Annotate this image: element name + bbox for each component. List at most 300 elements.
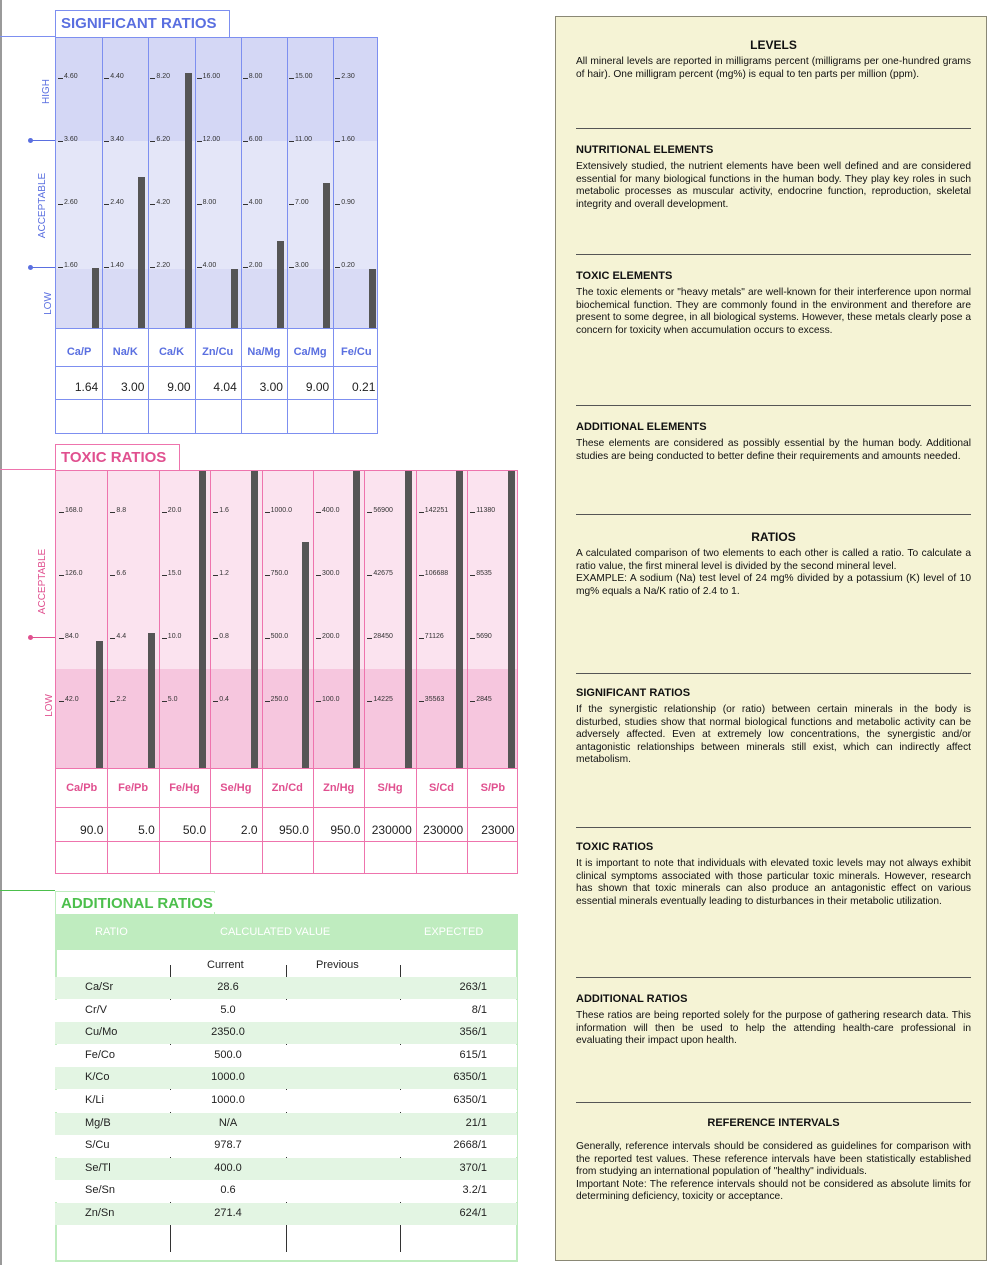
separator	[576, 514, 971, 515]
tick-label: 400.0	[322, 507, 340, 514]
ratio-cell: Ca/Sr	[85, 981, 114, 993]
tick-mark	[289, 141, 294, 142]
acceptable-upper-dot	[28, 138, 33, 143]
tick-label: 71126	[424, 633, 444, 640]
toxic-ratio-value: 23000	[481, 823, 515, 837]
table-row	[55, 1090, 517, 1112]
toxic-ratios-heading: TOXIC RATIOS	[576, 841, 654, 853]
ratio-value: 3.00	[121, 380, 145, 394]
current-cell: N/A	[218, 1116, 238, 1129]
toxic-acceptable-dot	[28, 635, 33, 640]
tick-mark	[470, 512, 475, 513]
toxic-ratio-label: Zn/Hg	[323, 782, 355, 794]
toxic-ratio-label: Zn/Cd	[271, 782, 303, 794]
additional-ratios-title: ADDITIONAL RATIOS	[57, 893, 217, 912]
expected-cell: 6350/1	[453, 1094, 487, 1106]
current-cell: 978.7	[214, 1139, 242, 1152]
current-cell: 1000.0	[211, 1071, 245, 1084]
ratio-value: 9.00	[167, 380, 191, 394]
tick-label: 106688	[424, 570, 449, 577]
left-border-line	[0, 0, 2, 1265]
tick-mark	[265, 638, 270, 639]
column-divider	[148, 38, 149, 433]
tick-mark	[335, 141, 340, 142]
nutritional-text: Extensively studied, the nutrient elements have been well defined and are considered essential for many biological functions in the human body. They play key roles in such metabolic processes as muscular activity, endocrine function, reproduction, skeletal integrity and overall development.	[576, 161, 971, 210]
toxic-ratio-bar	[508, 471, 515, 768]
tick-mark	[150, 78, 155, 79]
tick-mark	[316, 638, 321, 639]
current-cell: 5.0	[220, 1003, 236, 1016]
toxic-ratio-value: 230000	[371, 823, 412, 837]
toxic-ratio-bar	[251, 471, 258, 768]
ratio-cell: K/Co	[85, 1071, 110, 1084]
ratios-heading: RATIOS	[751, 530, 796, 544]
ratio-bar	[138, 177, 145, 328]
tick-mark	[316, 575, 321, 576]
tick-mark	[265, 575, 270, 576]
tick-mark	[419, 701, 424, 702]
ratio-cell: Se/Tl	[85, 1161, 111, 1174]
separator	[576, 1102, 971, 1103]
acceptable-upper-marker	[30, 140, 55, 141]
tick-mark	[58, 141, 63, 142]
toxic-ratio-value: 5.0	[138, 823, 155, 837]
tick-label: 11.00	[295, 136, 312, 143]
levels-heading: LEVELS	[750, 38, 797, 52]
toxic-zone-acceptable-label: ACCEPTABLE	[37, 548, 49, 615]
table-row	[55, 977, 517, 999]
tick-label: 2.00	[248, 262, 263, 269]
header-calculated-value: CALCULATED VALUE	[220, 926, 331, 938]
significant-header-line	[0, 36, 55, 37]
tick-mark	[335, 267, 340, 268]
ratio-cell: Fe/Co	[85, 1048, 115, 1061]
expected-cell: 370/1	[459, 1161, 487, 1174]
table-row	[55, 1000, 517, 1022]
separator	[576, 977, 971, 978]
tick-label: 2.2	[116, 696, 127, 703]
reference-intervals-section	[576, 1117, 971, 1203]
tick-label: 0.20	[341, 262, 355, 269]
ratio-bar	[92, 268, 99, 328]
tick-mark	[335, 204, 340, 205]
current-cell: 0.6	[220, 1184, 236, 1197]
tick-mark	[58, 267, 63, 268]
tick-mark	[419, 575, 424, 576]
tick-label: 8.8	[116, 507, 127, 514]
expected-cell: 8/1	[471, 1003, 487, 1016]
row-line	[56, 768, 518, 769]
tick-label: 1.60	[341, 136, 355, 143]
tick-mark	[470, 701, 475, 702]
tick-label: 8.00	[202, 199, 217, 206]
separator	[576, 254, 971, 255]
expected-cell: 263/1	[459, 981, 487, 993]
tick-mark	[104, 204, 109, 205]
zone-low-label: LOW	[42, 292, 54, 315]
tick-mark	[289, 78, 294, 79]
ratio-label: Ca/K	[158, 346, 185, 358]
ratio-bar	[323, 183, 330, 328]
tick-mark	[367, 701, 372, 702]
separator	[576, 128, 971, 129]
tick-label: 6.20	[156, 136, 171, 143]
tick-label: 200.0	[322, 633, 340, 640]
column-divider	[333, 38, 334, 433]
column-divider	[159, 471, 160, 873]
expected-cell: 21/1	[465, 1116, 487, 1129]
additional-ratios-text: These ratios are being reported solely for the purpose of gathering research data. This information will then be used to help the attending health-care professional in evaluating their impact upon health.	[576, 1010, 971, 1047]
acceptable-lower-marker	[30, 267, 55, 268]
toxic-zone-low-label: LOW	[43, 694, 55, 717]
toxic-ratio-label: S/Hg	[377, 782, 403, 794]
table-row	[55, 1180, 517, 1202]
tick-mark	[150, 141, 155, 142]
column-divider	[287, 38, 288, 433]
tick-label: 8.20	[156, 73, 171, 80]
reference-intervals-text: Generally, reference intervals should be considered as guidelines for comparison with the reported test values. These reference intervals have been statistically established from studying an international population of "healthy" individuals.	[576, 1141, 971, 1178]
toxic-ratio-bar	[302, 542, 309, 768]
tick-mark	[150, 204, 155, 205]
current-cell: 1000.0	[211, 1094, 245, 1106]
tick-label: 4.40	[110, 73, 124, 80]
row-line	[56, 399, 378, 400]
ratio-value: 3.00	[259, 380, 283, 394]
header-expected: EXPECTED	[424, 926, 484, 938]
toxic-ratio-bar	[405, 471, 412, 768]
tick-mark	[470, 638, 475, 639]
tick-label: 100.0	[322, 696, 340, 703]
nutritional-heading: NUTRITIONAL ELEMENTS	[576, 144, 714, 156]
tick-label: 42.0	[65, 696, 79, 703]
toxic-ratio-value: 2.0	[240, 823, 258, 837]
additional-ratios-section	[576, 993, 971, 1048]
toxic-ratio-value: 950.0	[330, 823, 361, 837]
zone-high-label: HIGH	[41, 79, 52, 104]
tick-label: 10.0	[167, 633, 182, 640]
tick-label: 0.8	[219, 633, 229, 640]
tick-mark	[213, 638, 218, 639]
table-row	[55, 1067, 517, 1089]
column-divider	[195, 38, 196, 433]
tick-mark	[265, 701, 270, 702]
tick-label: 15.00	[295, 73, 313, 80]
tick-label: 1.2	[219, 570, 229, 577]
tick-label: 250.0	[270, 696, 289, 703]
significant-ratios-section	[576, 687, 971, 766]
toxic-ratio-label: S/Cd	[428, 782, 455, 794]
column-divider	[102, 38, 103, 433]
column-divider	[364, 471, 365, 873]
tick-mark	[289, 267, 294, 268]
column-divider	[107, 471, 108, 873]
tick-label: 750.0	[270, 570, 289, 577]
tick-mark	[316, 512, 321, 513]
ratio-cell: Se/Sn	[85, 1184, 115, 1197]
tick-label: 15.0	[167, 570, 182, 577]
tick-label: 0.4	[219, 696, 229, 703]
column-divider	[313, 471, 314, 873]
tick-label: 6.00	[248, 136, 263, 143]
tick-mark	[58, 204, 63, 205]
tick-mark	[104, 141, 109, 142]
tick-label: 5.0	[167, 696, 178, 703]
tick-label: 5690	[476, 633, 492, 640]
ratio-label: Ca/P	[66, 346, 92, 358]
tick-label: 84.0	[65, 633, 79, 640]
ratio-value: 0.21	[352, 380, 376, 394]
tick-label: 6.6	[116, 570, 127, 577]
toxic-ratios-chart	[55, 470, 518, 874]
tick-mark	[110, 575, 115, 576]
tick-mark	[243, 267, 248, 268]
ratio-label: Zn/Cu	[202, 346, 234, 358]
ratio-cell: Cr/V	[85, 1003, 107, 1016]
tick-mark	[110, 512, 115, 513]
tick-label: 8.00	[248, 73, 263, 80]
ratio-cell: K/Li	[85, 1094, 104, 1106]
column-divider	[241, 38, 242, 433]
toxic-ratios-title: TOXIC RATIOS	[57, 447, 170, 466]
tick-mark	[104, 78, 109, 79]
table-row	[55, 1045, 517, 1067]
column-divider	[467, 471, 468, 873]
tick-mark	[419, 512, 424, 513]
significant-ratios-text: If the synergistic relationship (or ratio) between certain minerals in the body is disturbed, studies show that normal biological functions and metabolic activity can be adversely affected. Even at extremely low concentrations, the synergistic and/or antagonistic relationships between minerals still exist, which can indirectly affect metabolism.	[576, 704, 971, 766]
ratio-label: Na/K	[112, 346, 138, 358]
toxic-elements-heading: TOXIC ELEMENTS	[576, 270, 673, 282]
tick-mark	[110, 701, 115, 702]
toxic-elements-text: The toxic elements or "heavy metals" are well-known for their interference upon normal biochemical function. They are commonly found in the environment and therefore are present to some degree, in all biological systems. However, these metals clearly pose a concern for toxicity when accumulation occurs to excess.	[576, 287, 971, 336]
separator	[576, 827, 971, 828]
tick-label: 3.40	[110, 136, 124, 143]
nutritional-section	[576, 144, 971, 211]
header-ratio: RATIO	[95, 926, 128, 938]
tick-label: 28450	[373, 633, 393, 640]
tick-label: 3.60	[64, 136, 78, 143]
tick-label: 8535	[476, 570, 492, 577]
expected-cell: 2668/1	[453, 1139, 487, 1152]
tick-mark	[104, 267, 109, 268]
tick-mark	[243, 141, 248, 142]
tick-label: 1000.0	[270, 507, 293, 514]
tick-mark	[150, 267, 155, 268]
toxic-ratio-value: 950.0	[278, 823, 309, 837]
row-line	[56, 841, 518, 842]
tick-mark	[162, 701, 167, 702]
tick-mark	[419, 638, 424, 639]
ratio-label: Fe/Cu	[341, 346, 372, 358]
ratio-bar	[231, 269, 238, 328]
tick-label: 4.00	[248, 199, 263, 206]
tick-mark	[59, 512, 64, 513]
current-cell: 28.6	[217, 981, 239, 993]
toxic-ratio-bar	[353, 471, 360, 768]
toxic-ratio-label: Fe/Hg	[169, 782, 200, 794]
ratio-bar	[185, 73, 192, 328]
tick-mark	[197, 78, 202, 79]
tick-label: 2845	[476, 696, 492, 703]
expected-cell: 615/1	[459, 1048, 487, 1061]
ratio-cell: Zn/Sn	[85, 1207, 115, 1219]
tick-mark	[367, 638, 372, 639]
toxic-ratio-bar	[148, 633, 155, 768]
tick-mark	[162, 575, 167, 576]
ratios-section	[576, 531, 971, 598]
tick-mark	[162, 512, 167, 513]
tick-mark	[197, 141, 202, 142]
significant-ratios-heading: SIGNIFICANT RATIOS	[576, 687, 691, 699]
additional-ratios-heading: ADDITIONAL RATIOS	[576, 993, 688, 1005]
toxic-ratios-section	[576, 841, 971, 908]
reference-intervals-heading: REFERENCE INTERVALS	[707, 1117, 840, 1129]
additional-elements-text: These elements are considered as possibly essential by the human body. Additional studies are being conducted to better define their requirements and amounts needed.	[576, 438, 971, 462]
ratio-value: 4.04	[213, 380, 237, 394]
ratio-label: Ca/Mg	[293, 346, 327, 358]
tick-label: 1.40	[110, 262, 124, 269]
tick-mark	[367, 512, 372, 513]
toxic-ratios-text: It is important to note that individuals with elevated toxic levels may not always exhibit clinical symptoms associated with those particular toxic minerals. However, research has shown that toxic minerals can also produce an antagonistic effect on various essential minerals eventually leading to disturbances in their metabolic utilization.	[576, 858, 971, 907]
tick-mark	[213, 512, 218, 513]
expected-cell: 356/1	[459, 1026, 487, 1039]
tick-mark	[470, 575, 475, 576]
tick-mark	[58, 78, 63, 79]
tick-mark	[367, 575, 372, 576]
additional-elements-section	[576, 421, 971, 463]
zone-high-band	[56, 38, 377, 141]
toxic-zone-low-band	[56, 669, 517, 769]
tick-label: 1.60	[64, 262, 78, 269]
ratio-bar	[277, 241, 284, 328]
toxic-ratio-label: Se/Hg	[220, 782, 252, 794]
tick-label: 168.0	[65, 507, 83, 514]
tick-label: 4.4	[116, 633, 127, 640]
tick-mark	[162, 638, 167, 639]
info-panel	[555, 16, 987, 1261]
ratio-cell: Mg/B	[85, 1116, 111, 1129]
row-line	[56, 328, 378, 329]
acceptable-lower-dot	[28, 265, 33, 270]
zone-acceptable-label: ACCEPTABLE	[37, 172, 49, 239]
toxic-header-line	[0, 469, 55, 470]
levels-text: All mineral levels are reported in milligrams percent (milligrams per one-hundred grams of hair). One milligram percent (mg%) is equal to ten parts per million (ppm).	[576, 56, 971, 80]
tick-mark	[243, 204, 248, 205]
tick-label: 1.6	[219, 507, 229, 514]
tick-label: 2.40	[110, 199, 124, 206]
expected-cell: 3.2/1	[462, 1184, 487, 1197]
current-cell: 271.4	[214, 1207, 242, 1219]
tick-label: 11380	[476, 507, 496, 514]
toxic-ratio-bar	[199, 471, 206, 768]
ratios-example: EXAMPLE: A sodium (Na) test level of 24 mg% divided by a potassium (K) level of 10 mg% equals a Na/K ratio of 2.4 to 1.	[576, 573, 971, 597]
row-line	[56, 366, 378, 367]
additional-elements-heading: ADDITIONAL ELEMENTS	[576, 421, 707, 433]
tick-label: 3.00	[295, 262, 309, 269]
tick-label: 0.90	[341, 199, 355, 206]
tick-mark	[289, 204, 294, 205]
current-cell: 2350.0	[211, 1026, 245, 1039]
toxic-ratio-label: Ca/Pb	[66, 782, 98, 794]
current-cell: 400.0	[214, 1161, 242, 1174]
tick-mark	[243, 78, 248, 79]
column-divider	[416, 471, 417, 873]
tick-label: 56900	[373, 507, 393, 514]
tick-mark	[110, 638, 115, 639]
tick-mark	[59, 575, 64, 576]
toxic-acceptable-marker	[30, 637, 55, 638]
toxic-ratio-bar	[96, 641, 103, 768]
separator	[576, 673, 971, 674]
levels-section	[576, 39, 971, 81]
tick-label: 4.60	[64, 73, 78, 80]
table-row	[55, 1022, 517, 1044]
subheader-current: Current	[207, 959, 244, 971]
table-row	[55, 1158, 517, 1180]
tick-label: 42675	[373, 570, 393, 577]
subheader-previous: Previous	[316, 959, 359, 971]
tick-label: 20.0	[167, 507, 182, 514]
tick-label: 2.20	[156, 262, 171, 269]
separator	[576, 405, 971, 406]
tick-label: 300.0	[322, 570, 340, 577]
expected-cell: 6350/1	[453, 1071, 487, 1084]
tick-label: 16.00	[202, 73, 221, 80]
toxic-ratio-label: S/Pb	[480, 782, 506, 794]
tick-mark	[59, 638, 64, 639]
toxic-ratio-value: 90.0	[80, 823, 104, 837]
toxic-ratio-value: 230000	[423, 823, 464, 837]
ratio-cell: Cu/Mo	[85, 1026, 118, 1039]
column-divider	[210, 471, 211, 873]
tick-label: 2.30	[341, 73, 355, 80]
ratio-value: 9.00	[305, 380, 330, 394]
ratio-bar	[369, 269, 376, 328]
tick-mark	[59, 701, 64, 702]
additional-header-line	[0, 890, 55, 891]
tick-mark	[265, 512, 270, 513]
tick-label: 7.00	[295, 199, 309, 206]
ratio-cell: S/Cu	[85, 1139, 110, 1152]
tick-label: 35563	[424, 696, 445, 703]
tick-label: 4.20	[156, 199, 171, 206]
row-line	[56, 807, 518, 808]
ratio-label: Na/Mg	[247, 346, 281, 358]
ratios-text: A calculated comparison of two elements to each other is called a ratio. To calculate a ratio value, the first mineral level is divided by the second mineral level.	[576, 548, 971, 572]
tick-mark	[197, 267, 202, 268]
toxic-ratio-label: Fe/Pb	[118, 782, 149, 794]
tick-label: 2.60	[64, 199, 78, 206]
tick-mark	[213, 575, 218, 576]
toxic-ratio-value: 50.0	[182, 823, 207, 837]
current-cell: 500.0	[214, 1048, 242, 1061]
tick-label: 12.00	[202, 136, 221, 143]
table-row	[55, 1135, 517, 1157]
tick-mark	[316, 701, 321, 702]
table-row	[55, 1203, 517, 1225]
column-divider	[262, 471, 263, 873]
tick-mark	[213, 701, 218, 702]
tick-label: 4.00	[202, 262, 217, 269]
table-row	[55, 1113, 517, 1135]
toxic-ratio-bar	[456, 471, 463, 768]
ratio-value: 1.64	[74, 380, 99, 394]
tick-label: 142251	[424, 507, 449, 514]
tick-mark	[335, 78, 340, 79]
tick-label: 500.0	[270, 633, 289, 640]
expected-cell: 624/1	[459, 1207, 487, 1219]
tick-label: 126.0	[65, 570, 83, 577]
significant-ratios-title: SIGNIFICANT RATIOS	[57, 13, 221, 32]
